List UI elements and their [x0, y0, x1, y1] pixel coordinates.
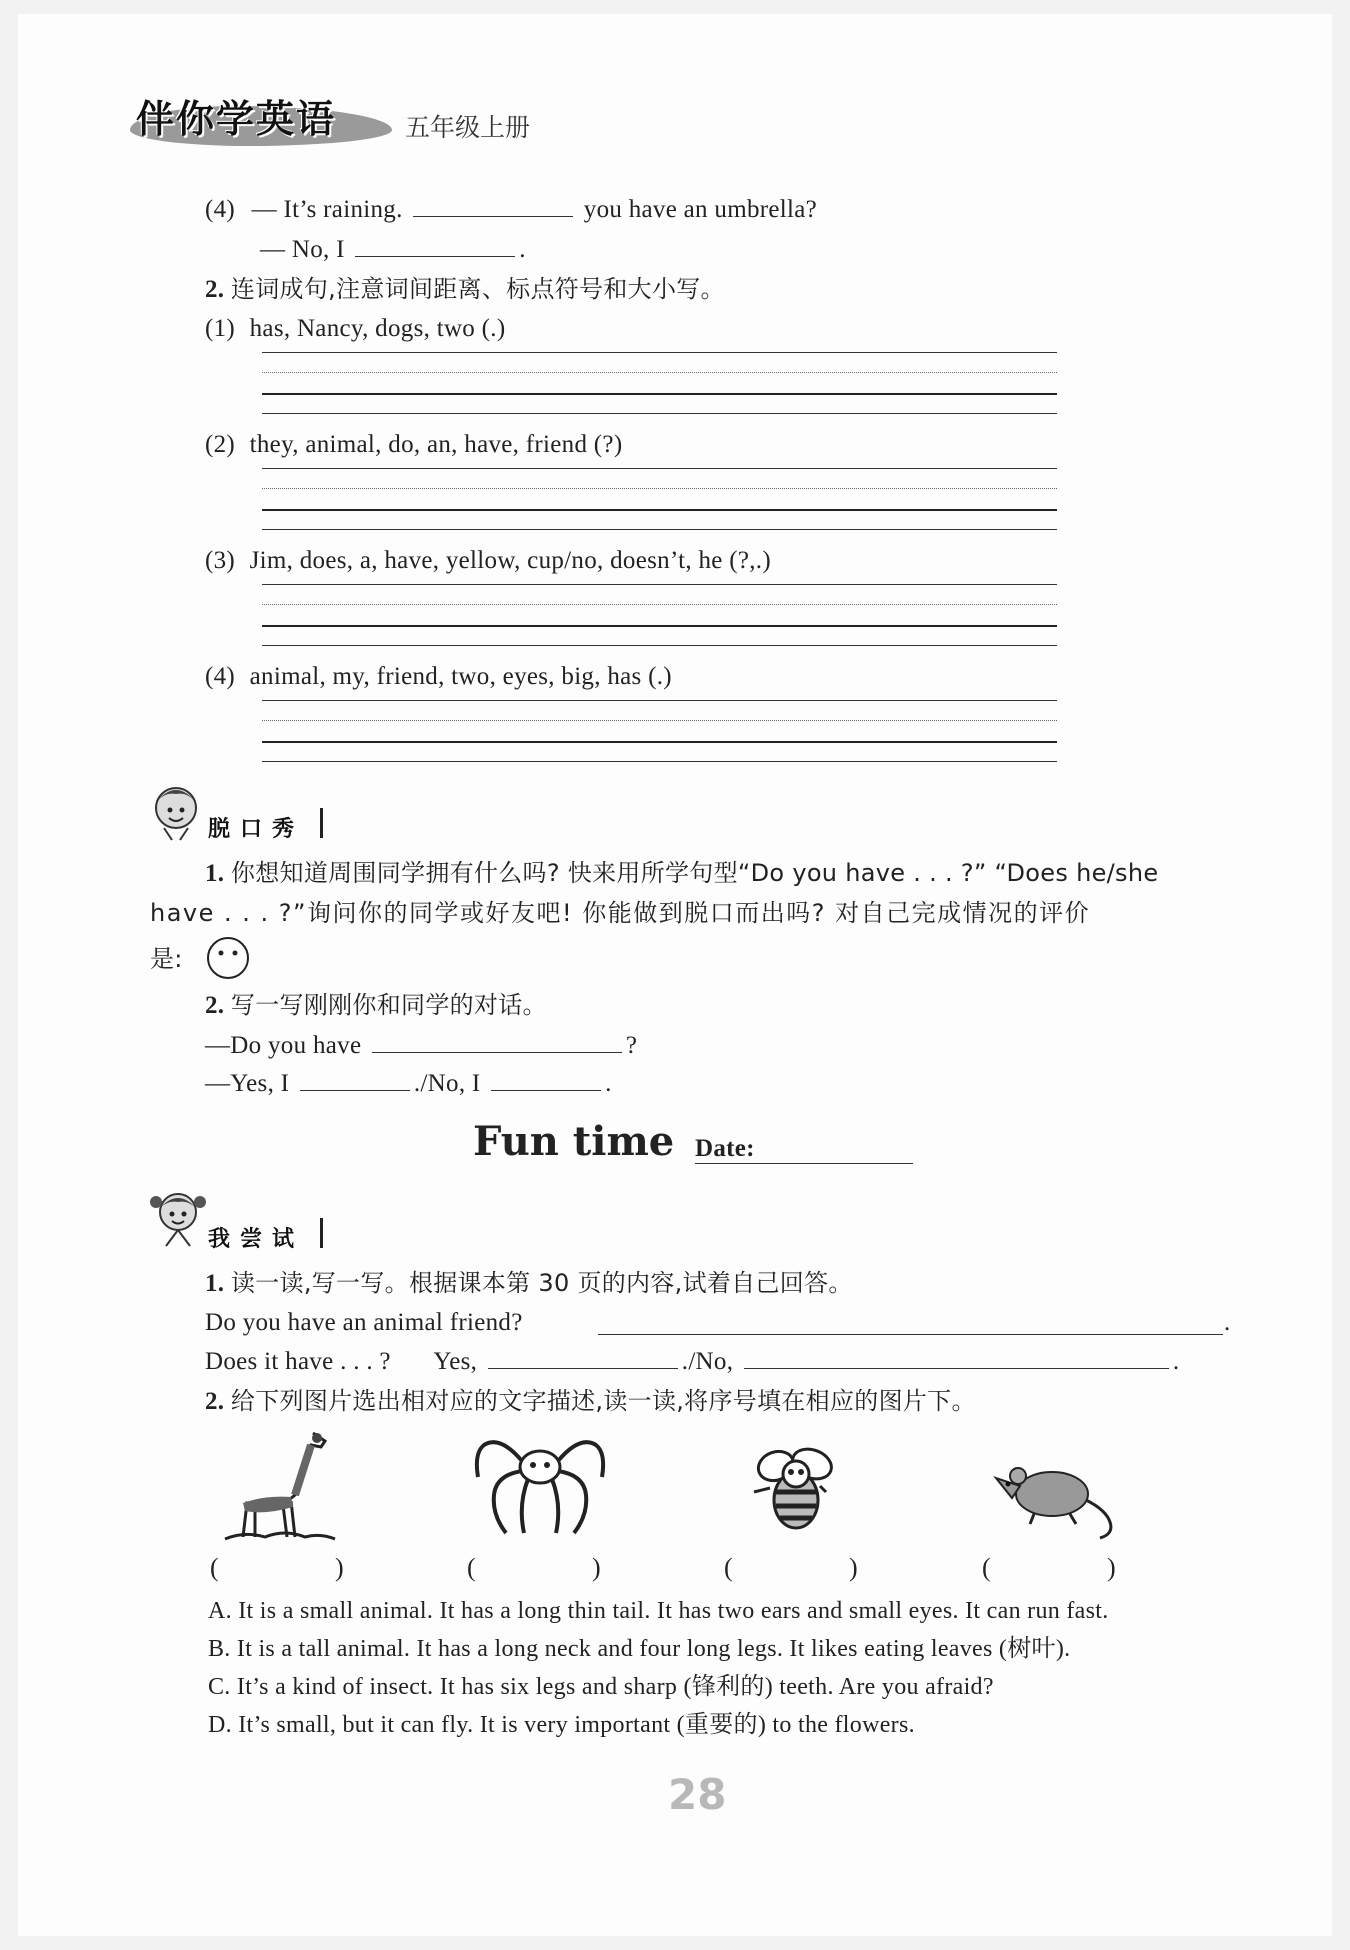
try-q1-heading	[205, 1268, 853, 1299]
q1-4-prompt: — It’s raining.	[251, 196, 403, 223]
q1-4-line2	[260, 234, 526, 265]
writing-line-dotted	[262, 720, 1057, 721]
dialogue-yes: —Yes, I	[205, 1070, 290, 1097]
dialogue-blank-2[interactable]	[300, 1068, 410, 1091]
q2-item-1	[205, 314, 505, 344]
writing-baseline	[262, 393, 1057, 395]
paren-open: (	[724, 1553, 733, 1582]
header-logo	[130, 88, 392, 150]
writing-line-dotted	[262, 372, 1057, 373]
q1-4-blank-2[interactable]	[355, 234, 515, 257]
period: .	[519, 236, 526, 263]
answer-slot-mouse[interactable]	[982, 1553, 1124, 1583]
item-number: (4)	[205, 663, 236, 690]
speak-p2	[205, 990, 547, 1021]
answer-slot-spider[interactable]	[467, 1553, 609, 1583]
item-number: 2.	[205, 1388, 225, 1415]
paren-close: )	[848, 1553, 858, 1582]
paren-open: (	[467, 1553, 476, 1582]
writing-line[interactable]	[262, 584, 1057, 585]
dialogue-line-2	[205, 1068, 612, 1099]
answer-slot-giraffe[interactable]	[210, 1553, 352, 1583]
answer-slot-bee[interactable]	[724, 1553, 866, 1583]
item-words: animal, my, friend, two, eyes, big, has (.)	[249, 663, 672, 690]
speak-p1-line1	[205, 858, 1158, 889]
q2-instruction: 连词成句,注意词间距离、标点符号和大小写。	[230, 275, 725, 303]
item-number: 2.	[205, 992, 225, 1019]
period: .	[1224, 1309, 1231, 1336]
writing-line[interactable]	[262, 352, 1057, 353]
section-divider	[320, 1218, 323, 1248]
dialogue-prompt: —Do you have	[205, 1032, 362, 1059]
paren-open: (	[982, 1553, 991, 1582]
item-words: Jim, does, a, have, yellow, cup/no, doesn’t, he (?,.)	[249, 547, 771, 574]
option-d: D. It’s small, but it can fly. It is very important (重要的) to the flowers.	[208, 1712, 915, 1738]
writing-line-dotted	[262, 604, 1057, 605]
q2-item-3	[205, 546, 771, 576]
try-q1-line1: Do you have an animal friend?	[205, 1309, 523, 1336]
item-words: has, Nancy, dogs, two (.)	[249, 315, 506, 342]
dialogue-blank-1[interactable]	[372, 1030, 622, 1053]
no-prompt: ./No,	[681, 1348, 734, 1375]
answer-blank-yes[interactable]	[488, 1346, 678, 1369]
fun-time-title: Fun time	[473, 1118, 675, 1165]
option-b: B. It is a tall animal. It has a long neck and four long legs. It likes eating leaves (树叶).	[208, 1636, 1071, 1662]
writing-line	[262, 529, 1057, 530]
q2-item-2	[205, 430, 622, 460]
option-a: A. It is a small animal. It has a long thin tail. It has two ears and small eyes. It can run fast.	[208, 1598, 1109, 1624]
writing-baseline	[262, 509, 1057, 511]
option-c: C. It’s a kind of insect. It has six legs and sharp (锋利的) teeth. Are you afraid?	[208, 1674, 994, 1700]
try-q2-heading	[205, 1386, 976, 1417]
q1-4-question: you have an umbrella?	[583, 196, 818, 223]
speak-p1-line2: have . . . ?”询问你的同学或好友吧! 你能做到脱口而出吗? 对自己完成情况的评价	[150, 899, 1091, 927]
date-field[interactable]	[695, 1163, 913, 1164]
item-number: 1.	[205, 860, 225, 887]
question-prompt: Does it have . . . ?	[205, 1348, 391, 1375]
q1-4-blank-1[interactable]	[413, 194, 573, 217]
giraffe-icon	[225, 1425, 335, 1545]
book-title: 伴你学英语	[136, 97, 337, 141]
writing-line[interactable]	[262, 700, 1057, 701]
section-title-try: 我尝试	[208, 1227, 305, 1252]
paren-close: )	[334, 1553, 344, 1582]
speak-instruction-1: 你想知道周围同学拥有什么吗? 快来用所学句型“Do you have . . . ?” “Does he/she	[230, 859, 1159, 887]
writing-baseline	[262, 625, 1057, 627]
mouse-icon	[990, 1450, 1130, 1545]
writing-line[interactable]	[262, 468, 1057, 469]
item-number: (2)	[205, 431, 236, 458]
period: .	[1172, 1348, 1180, 1375]
paren-open: (	[210, 1553, 219, 1582]
try-q2-instruction: 给下列图片选出相对应的文字描述,读一读,将序号填在相应的图片下。	[230, 1387, 976, 1415]
smiley-face-icon[interactable]	[206, 936, 250, 980]
paren-close: )	[591, 1553, 601, 1582]
answer-line-1[interactable]	[598, 1334, 1223, 1335]
answer-blank-no[interactable]	[744, 1346, 1169, 1369]
writing-line	[262, 761, 1057, 762]
dialogue-no: ./No, I	[413, 1070, 481, 1097]
try-q1-instruction: 读一读,写一写。根据课本第 30 页的内容,试着自己回答。	[230, 1269, 853, 1297]
section-divider	[320, 808, 323, 838]
item-number: (1)	[205, 315, 236, 342]
spider-icon	[470, 1425, 610, 1540]
q2-heading	[205, 274, 725, 305]
cartoon-boy-icon	[148, 782, 206, 842]
section-title-speak: 脱口秀	[208, 817, 305, 842]
q2-number: 2.	[205, 276, 225, 303]
q1-4-answer-prompt: — No, I	[260, 236, 345, 263]
bee-icon	[740, 1440, 850, 1540]
writing-line	[262, 645, 1057, 646]
item-words: they, animal, do, an, have, friend (?)	[249, 431, 623, 458]
question-mark: ?	[625, 1032, 638, 1059]
cartoon-girl-icon	[148, 1188, 208, 1248]
book-subtitle: 五年级上册	[405, 113, 531, 142]
period: .	[605, 1070, 612, 1097]
dialogue-blank-3[interactable]	[491, 1068, 601, 1091]
speak-instruction-2: 写一写刚刚你和同学的对话。	[230, 991, 547, 1019]
speak-p1-line3: 是:	[150, 945, 183, 973]
page-number: 28	[668, 1770, 727, 1819]
paren-close: )	[1106, 1553, 1116, 1582]
q2-item-4	[205, 662, 672, 692]
q1-4-number: (4)	[205, 196, 236, 223]
writing-line-dotted	[262, 488, 1057, 489]
writing-line	[262, 413, 1057, 414]
try-q1-line2	[205, 1346, 1179, 1377]
item-number: (3)	[205, 547, 236, 574]
date-label: Date:	[695, 1135, 755, 1162]
writing-baseline	[262, 741, 1057, 743]
dialogue-line-1	[205, 1030, 637, 1061]
q1-4-line1	[205, 194, 817, 225]
yes-prompt: Yes,	[433, 1348, 478, 1375]
item-number: 1.	[205, 1270, 225, 1297]
